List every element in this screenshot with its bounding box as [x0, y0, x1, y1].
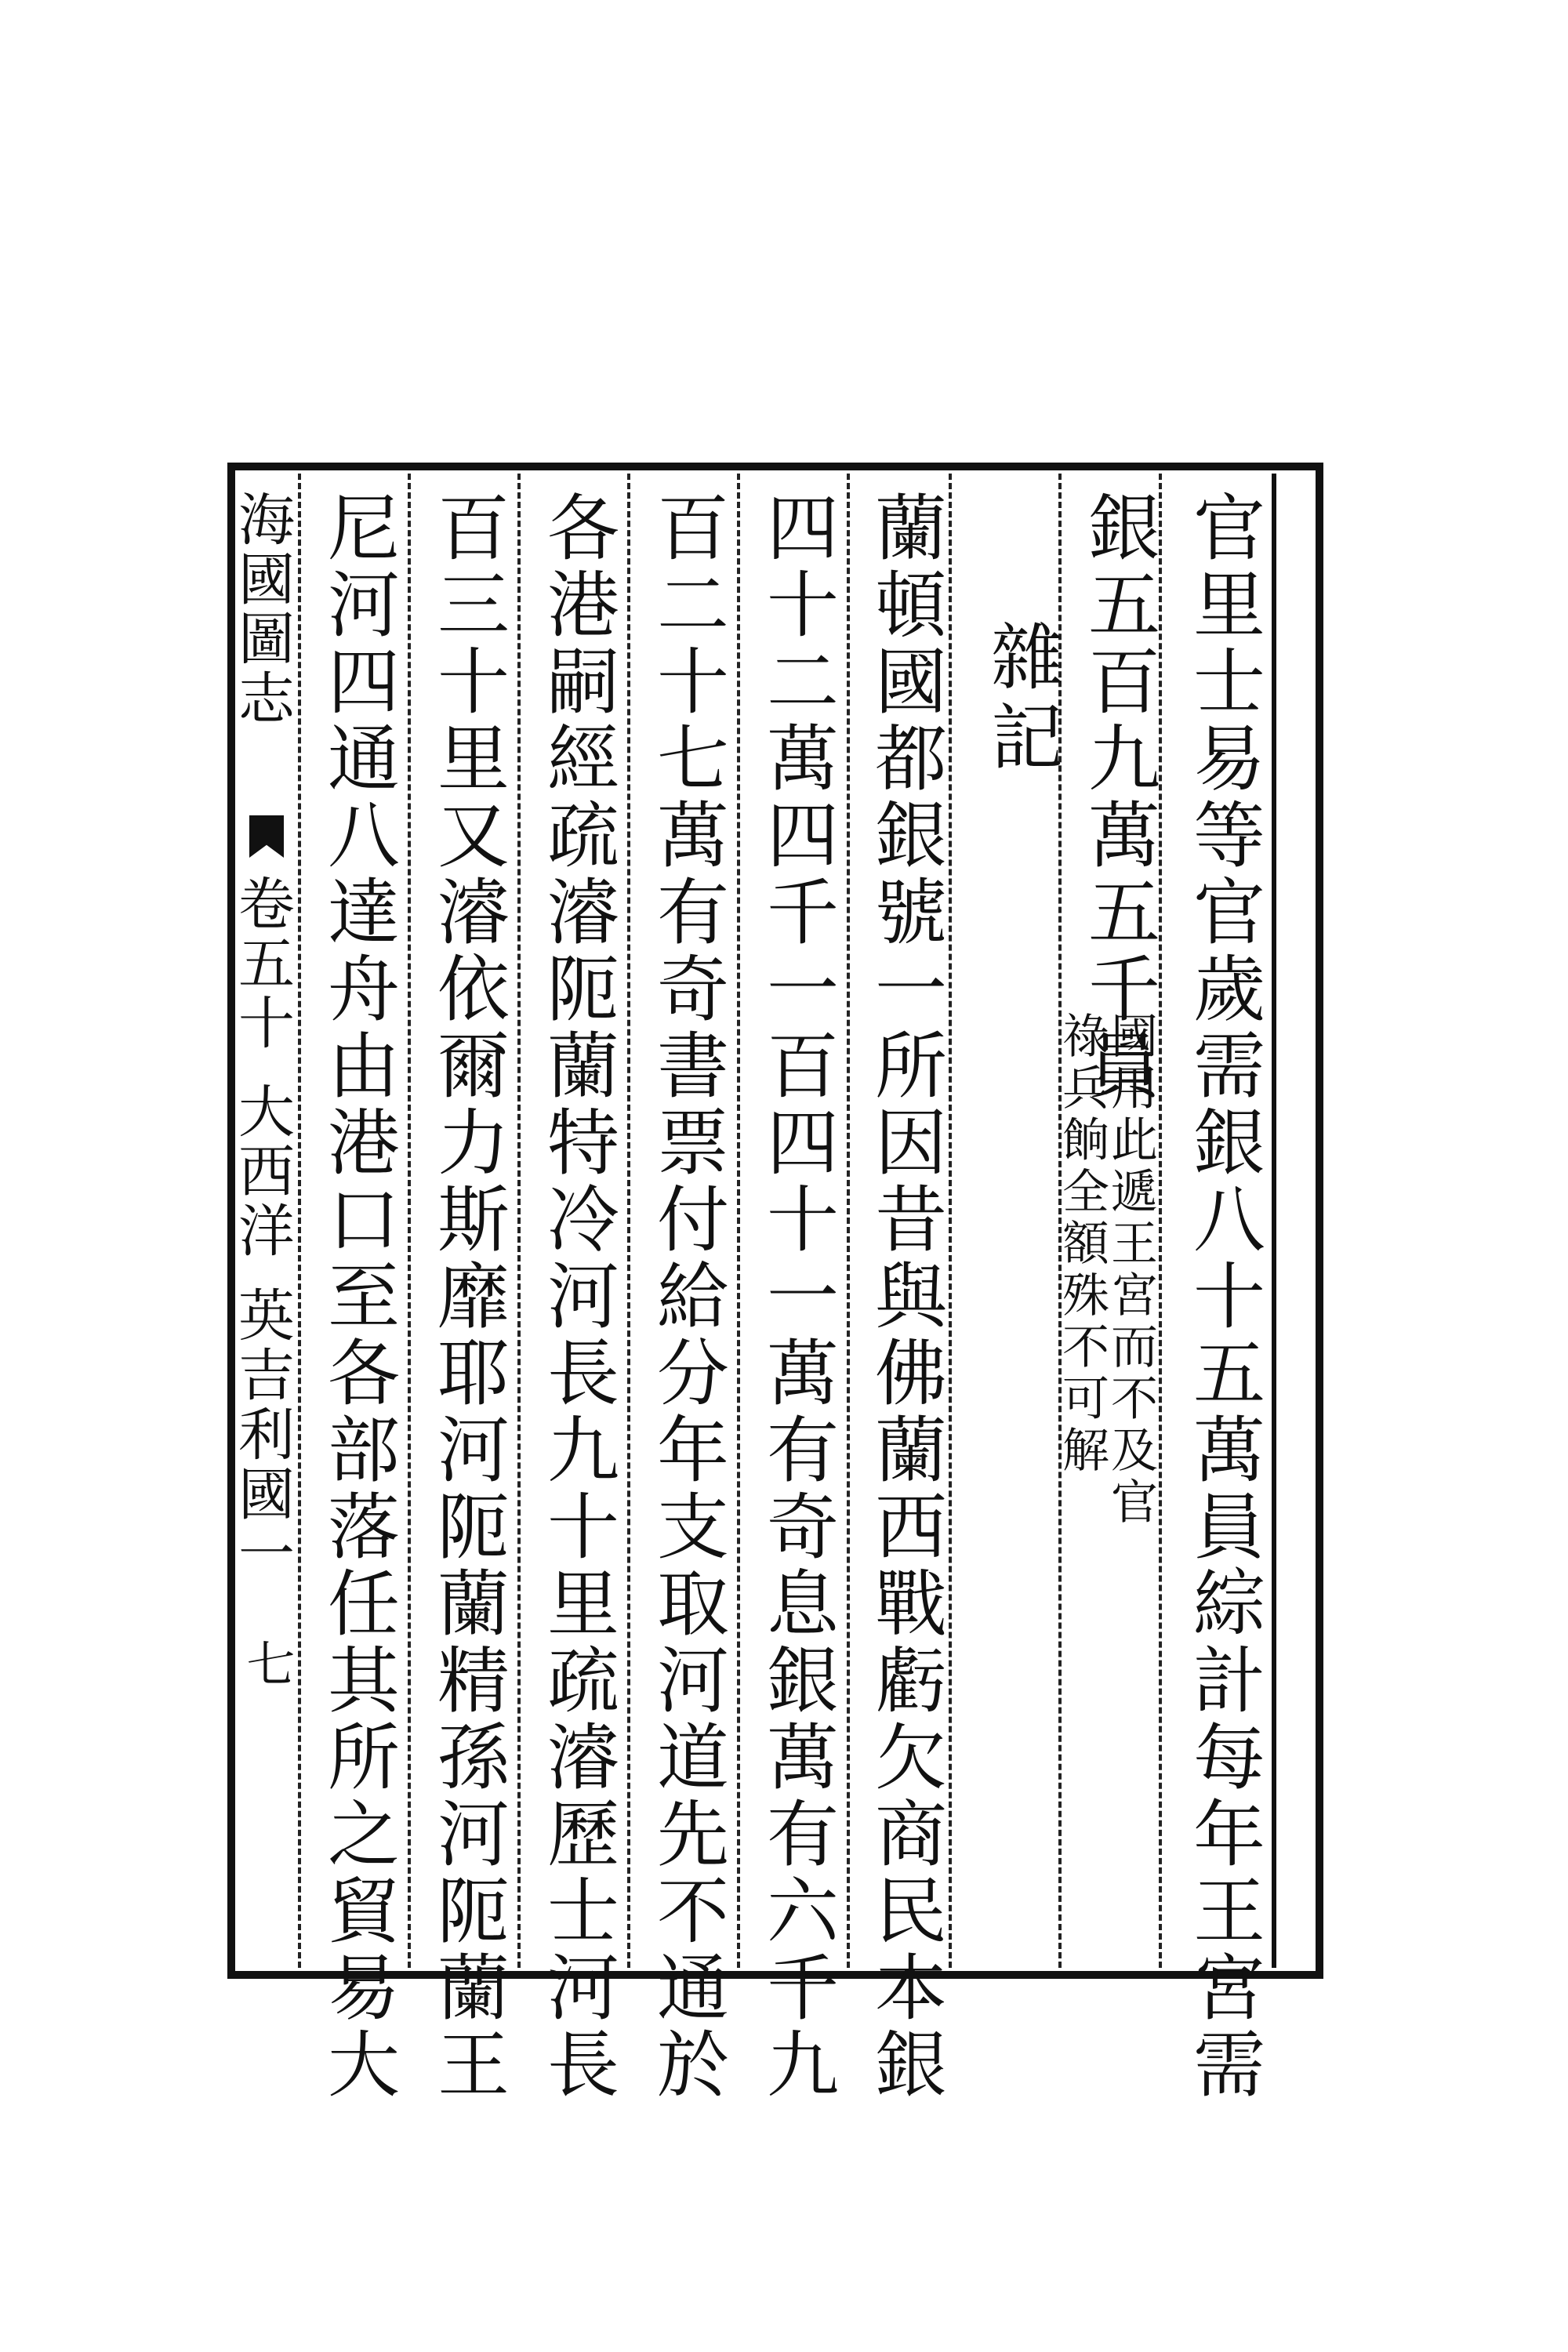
subsection-label: 英吉利國一	[229, 1286, 295, 1584]
column-rule	[517, 474, 521, 1968]
inner-border-line	[1272, 474, 1276, 1968]
book-title: 海國圖志	[229, 490, 295, 728]
volume-label: 卷五十	[229, 874, 295, 1053]
page-number: 七	[238, 1639, 296, 1690]
text-column-2: 銀五百九萬五千員	[1076, 490, 1160, 1105]
section-heading: 雜記	[979, 619, 1063, 779]
annotation-left: 祿兵餉全額殊不可解	[1054, 1011, 1109, 1477]
annotation-right: 國用此遞王宮而不及官	[1103, 1011, 1158, 1529]
text-column-8: 百三十里又濬依爾力斯靡耶河阨蘭精孫河阨蘭王	[426, 490, 510, 2103]
text-column-1: 官里士易等官歲需銀八十五萬員綜計每年王宮需	[1181, 490, 1265, 2103]
text-column-6: 百二十七萬有奇書票付給分年支取河道先不通於	[645, 490, 729, 2103]
column-rule	[298, 474, 301, 1968]
section-label: 大西洋	[229, 1082, 295, 1261]
column-rule	[627, 474, 630, 1968]
column-rule	[949, 474, 952, 1968]
text-column-5: 四十二萬四千一百四十一萬有奇息銀萬有六千九	[755, 490, 839, 2103]
column-rule	[737, 474, 740, 1968]
column-rule	[847, 474, 850, 1968]
column-rule	[408, 474, 411, 1968]
text-column-4: 蘭頓國都銀號一所因昔與佛蘭西戰虧欠商民本銀	[863, 490, 947, 2103]
text-column-9: 尼河四通八達舟由港口至各部落任其所之貿易大	[316, 490, 400, 2103]
text-column-7: 各港嗣經疏濬阨蘭特冷河長九十里疏濬歷士河長	[535, 490, 619, 2103]
